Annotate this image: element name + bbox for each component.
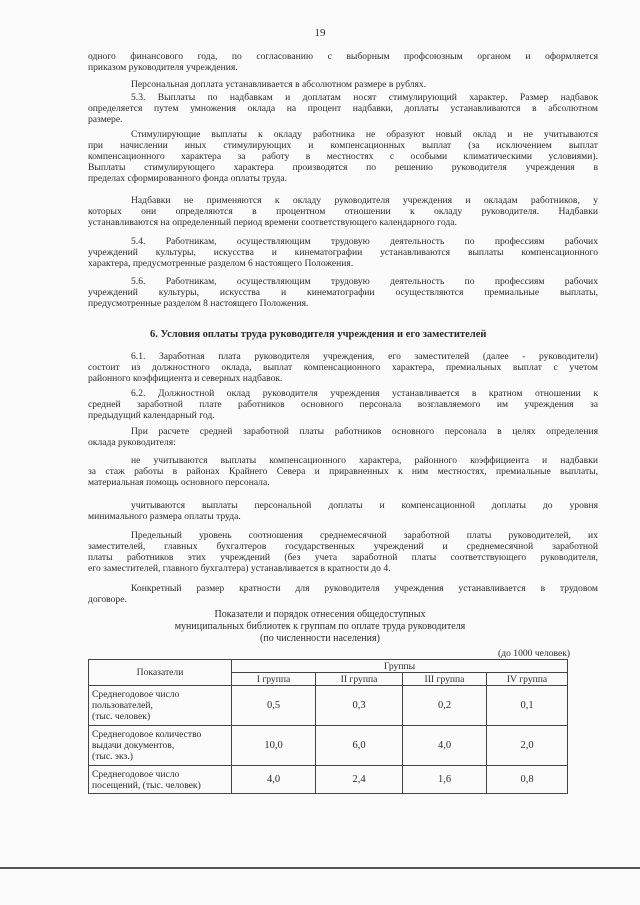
text-line: характера, предусмотренные разделом 6 настоящего Положения. xyxy=(88,258,354,269)
page-number: 19 xyxy=(314,27,326,39)
row-label: Среднегодовое количество выдачи документов, (тыс. экз.) xyxy=(89,726,232,766)
table-cell: 0,5 xyxy=(232,686,316,726)
text-line: учитываются выплаты персональной доплаты и компенсационной доплаты до уровня xyxy=(131,500,598,511)
text-line: за стаж работы в районах Крайнего Севера и приравненных к ним местностях, премиальные выплаты, xyxy=(88,466,598,477)
table-cell: 4,0 xyxy=(232,766,316,794)
text-line: Предельный уровень соотношения среднемесячной заработной платы руководителей, их xyxy=(131,530,598,541)
unit-note: (до 1000 человек) xyxy=(498,648,571,659)
header-group-3: III группа xyxy=(403,673,487,686)
text-line: 5.4. Работникам, осуществляющим трудовую деятельность по профессиям рабочих xyxy=(131,236,598,247)
table-cell: 0,1 xyxy=(487,686,568,726)
table-row xyxy=(89,766,568,794)
text-line: размере. xyxy=(88,114,123,125)
text-line: материальная помощь основного персонала. xyxy=(88,477,270,488)
text-line: его заместителей, главного бухгалтера) устанавливается в кратности до 4. xyxy=(88,563,391,574)
table-cell: 2,0 xyxy=(487,726,568,766)
table-cell: 4,0 xyxy=(403,726,487,766)
table-row xyxy=(89,686,568,726)
text-line: предыдущий календарный год. xyxy=(88,410,215,421)
text-line: не учитываются выплаты компенсационного характера, районного коэффициента и надбавки xyxy=(131,455,598,466)
row-label: Среднегодовое число пользователей, (тыс. человек) xyxy=(89,686,232,726)
text-line: компенсационного характера за работу в местностях с особыми климатическими условиями). xyxy=(88,151,598,162)
text-line: учреждений культуры, искусства и кинематографии осуществляются премиальные выплаты, xyxy=(88,287,598,298)
text-line: 6.2. Должностной оклад руководителя учреждения устанавливается в кратном отношении к xyxy=(131,388,598,399)
table-cell: 1,6 xyxy=(403,766,487,794)
text-line: 5.6. Работникам, осуществляющим трудовую деятельность по профессиям рабочих xyxy=(131,276,598,287)
text-line: предусмотренные разделом 8 настоящего Положения. xyxy=(88,298,309,309)
text-line: договоре. xyxy=(88,594,127,605)
table-cell: 0,3 xyxy=(316,686,403,726)
library-groups-table xyxy=(88,659,568,794)
text-line: приказом руководителя учреждения. xyxy=(88,62,238,73)
header-group-1: I группа xyxy=(232,673,316,686)
text-line: Выплаты стимулирующего характера производятся по решению руководителя учреждения в xyxy=(88,162,598,173)
text-line: минимального размера оплаты труда. xyxy=(88,511,241,522)
table-cell: 6,0 xyxy=(316,726,403,766)
text-line: Конкретный размер кратности для руководителя учреждения устанавливается в трудовом xyxy=(131,583,598,594)
text-line: заместителей, главных бухгалтеров государственных учреждений и среднемесячной заработной xyxy=(88,541,598,552)
text-line: одного финансового года, по согласованию с выборным профсоюзным органом и оформляется xyxy=(88,51,598,62)
table-caption-line: муниципальных библиотек к группам по оплате труда руководителя xyxy=(174,621,466,632)
table-cell: 2,4 xyxy=(316,766,403,794)
text-line: средней заработной плате работников основного персонала возглавляемого им учреждения за xyxy=(88,399,598,410)
table-cell: 10,0 xyxy=(232,726,316,766)
text-line: учреждений культуры, искусства и кинематографии устанавливаются выплаты компенсационного xyxy=(88,247,598,258)
text-line: пределах сформированного фонда оплаты труда. xyxy=(88,173,288,184)
table-cell: 0,8 xyxy=(487,766,568,794)
text-line: состоит из должностного оклада, выплат компенсационного характера, премиальных выплат с учетом xyxy=(88,362,598,373)
text-line: Персональная доплата устанавливается в абсолютном размере в рублях. xyxy=(131,79,427,90)
table-caption-line: Показатели и порядок отнесения общедоступных xyxy=(214,609,426,620)
section-heading: 6. Условия оплаты труда руководителя учреждения и его заместителей xyxy=(150,329,487,340)
header-indicators: Показатели xyxy=(89,660,232,686)
text-line: Надбавки не применяются к окладу руководителя учреждения и окладам работников, у xyxy=(131,195,598,206)
text-line: Стимулирующие выплаты к окладу работника не образуют новый оклад и не учитываются xyxy=(131,129,598,140)
text-line: которых они определяются в процентном отношении к окладу руководителя. Надбавки xyxy=(88,206,598,217)
header-group-4: IV группа xyxy=(487,673,568,686)
text-line: платы работников этих учреждений (без учета заработной платы соответствующего руководителя, xyxy=(88,552,598,563)
text-line: при начислении иных стимулирующих и компенсационных выплат (за исключением выплат xyxy=(88,140,598,151)
text-line: определяется путем умножения оклада на процент надбавки, доплаты устанавливаются в абсолютном xyxy=(88,103,598,114)
text-line: оклада руководителя: xyxy=(88,437,176,448)
text-line: 6.1. Заработная плата руководителя учреждения, его заместителей (далее - руководители) xyxy=(131,351,598,362)
text-line: 5.3. Выплаты по надбавкам и доплатам носят стимулирующий характер. Размер надбавок xyxy=(131,92,598,103)
text-line: районного коэффициента и северных надбавок. xyxy=(88,373,283,384)
row-label: Среднегодовое число посещений, (тыс. человек) xyxy=(89,766,232,794)
scan-edge-line xyxy=(0,867,640,869)
table-row xyxy=(89,726,568,766)
header-groups: Группы xyxy=(232,660,568,673)
header-group-2: II группа xyxy=(316,673,403,686)
table-cell: 0,2 xyxy=(403,686,487,726)
text-line: При расчете средней заработной платы работников основного персонала в целях определения xyxy=(131,426,598,437)
table-caption-line: (по численности населения) xyxy=(260,633,380,644)
text-line: устанавливаются на определенный период времени соответствующего календарного года. xyxy=(88,217,457,228)
